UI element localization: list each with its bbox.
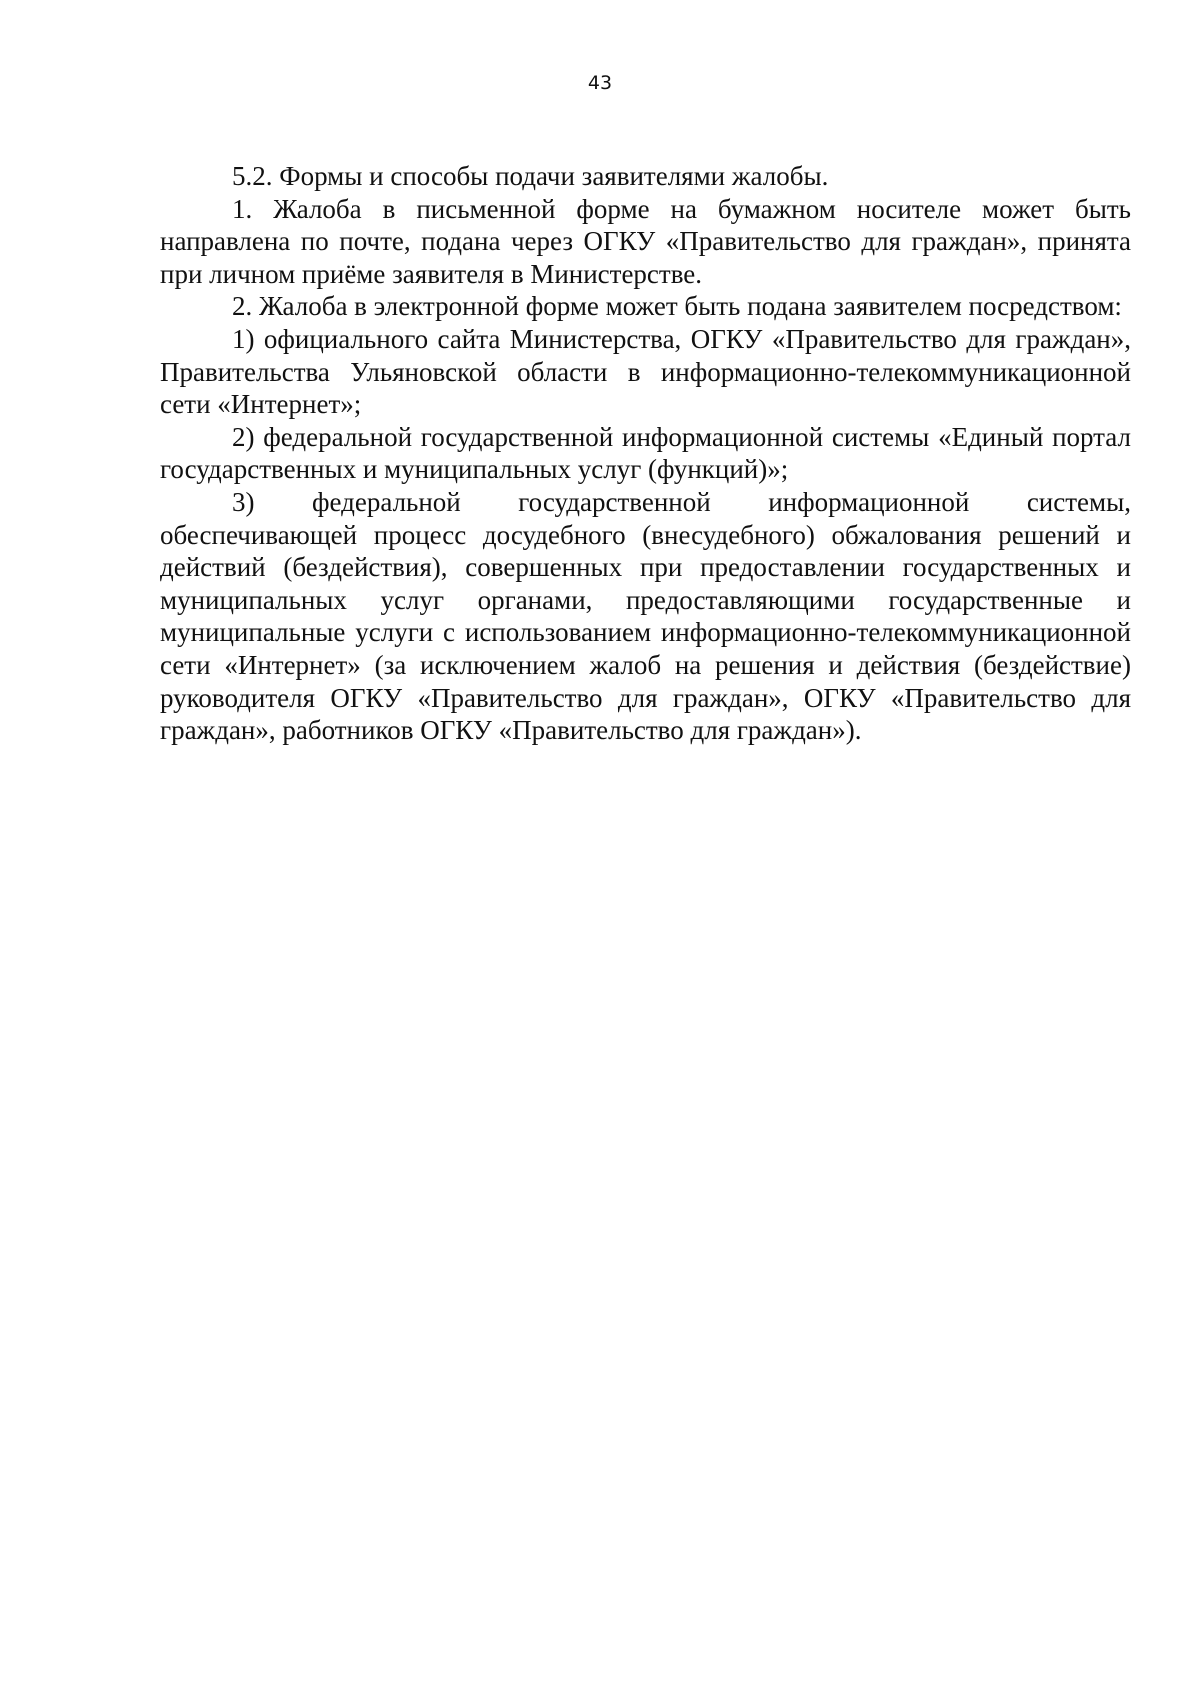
section-heading: 5.2. Формы и способы подачи заявителями жалобы.: [232, 161, 829, 191]
list-item-official-site: 1) официального сайта Министерства, ОГКУ «Правительство для граждан», Правительства Ульяновской области в информационно-телекоммуникационной сети «Интернет»;: [160, 323, 1131, 420]
paragraph-electronic-complaint: 2. Жалоба в электронной форме может быть подана заявителем посредством:: [232, 291, 1122, 322]
document-body: [160, 160, 1131, 747]
paragraph-paper-complaint: 1. Жалоба в письменной форме на бумажном носителе может быть направлена по почте, подана через ОГКУ «Правительство для граждан», принята при личном приёме заявителя в Министерстве.: [160, 193, 1131, 289]
list-item-unified-portal: 2) федеральной государственной информационной системы «Единый портал государственных и муниципальных услуг (функций)»;: [160, 421, 1131, 485]
page-number: 43: [587, 72, 613, 94]
list-item-pretrial-system: 3) федеральной государственной информационной системы, обеспечивающей процесс досудебного (внесудебного) обжалования решений и действий (бездействия), совершенных при предоставлении государственных и муниципальных услуг органами, предоставляющими государственные и муниципальные услуги с использованием информационно-телекоммуникационной сети «Интернет» (за исключением жалоб на решения и действия (бездействие) руководителя ОГКУ «Правительство для граждан», ОГКУ «Правительство для граждан», работников ОГКУ «Правительство для граждан»).: [160, 486, 1131, 746]
